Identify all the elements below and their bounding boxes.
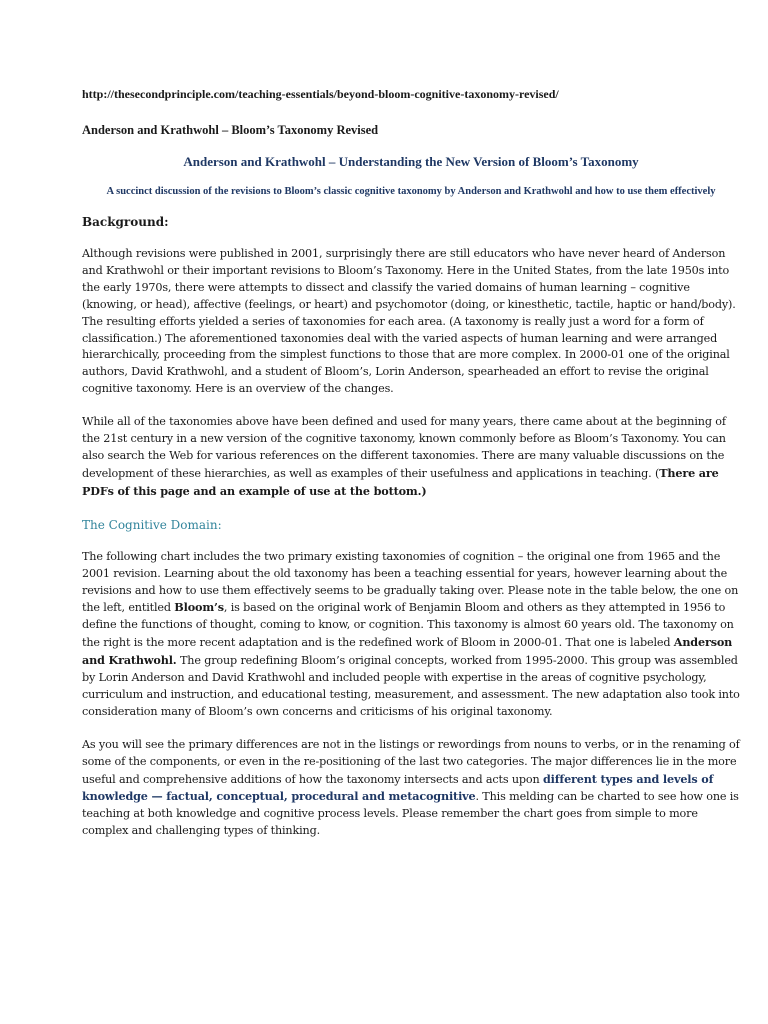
document-title: Anderson and Krathwohl – Bloom’s Taxonomy Revised [82, 123, 379, 137]
cognitive-paragraph-2 [82, 737, 740, 840]
knowledge-types-link[interactable]: different types and levels of knowledge — factual, conceptual, procedural and metacognitive [82, 771, 714, 804]
background-paragraph-1: Although revisions were published in 2001, surprisingly there are still educators who have never heard of Anderson and Krathwohl or their important revisions to Bloom’s Taxonomy. Here in the United States, from the late 1950s into the early 1970s, there were attempts to dissect and classify the varied domains of human learning – cognitive (knowing, or head), affective (feelings, or heart) and psychomotor (doing, or kinesthetic, tactile, haptic or hand/body). The resulting efforts yielded a series of taxonomies for each area. (A taxonomy is really just a word for a form of classification.) The aforementioned taxonomies deal with the varied aspects of human learning and were arranged hierarchically, proceeding from the simplest functions to those that are more complex. In 2000-01 one of the original authors, David Krathwohl, and a student of Bloom’s, Lorin Anderson, spearheaded an effort to revise the original cognitive taxonomy. Here is an overview of the changes. [82, 247, 736, 396]
cognitive-p2-text-a: As you will see the primary differences are not in the listings or rewordings from nouns to verbs, or in the renaming of some of the components, or even in the re-positioning of the last two categories. The major differences lie in the more useful and comprehensive additions of how the taxonomy intersects and acts upon [82, 737, 740, 786]
background-heading: Background: [82, 215, 169, 229]
paragraph-2-text: While all of the taxonomies above have been defined and used for many years, there came about at the beginning of the 21st century in a new version of the cognitive taxonomy, known commonly before as Bloom’s Taxonomy. You can also search the Web for various references on the different taxonomies. There are many valuable discussions on the development of these hierarchies, as well as examples of their usefulness and applications in teaching. ( [82, 415, 726, 480]
source-url: http://thesecondprinciple.com/teaching-essentials/beyond-bloom-cognitive-taxonomy-revised/ [82, 87, 559, 101]
cognitive-paragraph-1 [82, 549, 740, 721]
pdf-note: There are PDFs of this page and an example of use at the bottom.) [82, 465, 719, 498]
article-tagline: A succinct discussion of the revisions to Bloom’s classic cognitive taxonomy by Anderson and Krathwohl and how to use them effectively [106, 186, 716, 197]
cognitive-p2-text-b: . This melding can be charted to see how one is teaching at both knowledge and cognitive process levels. Please remember the chart goes from simple to more complex and challenging types of thinking. [82, 790, 739, 838]
cognitive-p1-text-c: The group redefining Bloom’s original concepts, worked from 1995-2000. This group was assembled by Lorin Anderson and David Krathwohl and included people with expertise in the areas of cognitive psychology, curriculum and instruction, and educational testing, measurement, and assessment. The new adaptation also took into consideration many of Bloom’s own concerns and criticisms of his original taxonomy. [82, 654, 740, 718]
document-page [82, 86, 740, 840]
blooms-label: Bloom’s [174, 600, 224, 615]
cognitive-p1-text-b: , is based on the original work of Benjamin Bloom and others as they attempted in 1956 to define the functions of thought, coming to know, or cognition. This taxonomy is almost 60 years old. The taxonomy on the right is the more recent adaptation and is the redefined work of Bloom in 2000-01. That one is labeled [82, 601, 734, 650]
article-subtitle: Anderson and Krathwohl – Understanding the New Version of Bloom’s Taxonomy [183, 154, 639, 169]
cognitive-p1-text-a: The following chart includes the two primary existing taxonomies of cognition – the original one from 1965 and the 2001 revision. Learning about the old taxonomy has been a teaching essential for years, however learning about the revisions and how to use them effectively seems to be gradually taking over. Please note in the table below, the one on the left, entitled [82, 549, 739, 615]
cognitive-domain-heading: The Cognitive Domain: [82, 517, 222, 532]
anderson-krathwohl-label: Anderson and Krathwohl. [82, 635, 733, 668]
background-paragraph-2 [82, 414, 740, 501]
